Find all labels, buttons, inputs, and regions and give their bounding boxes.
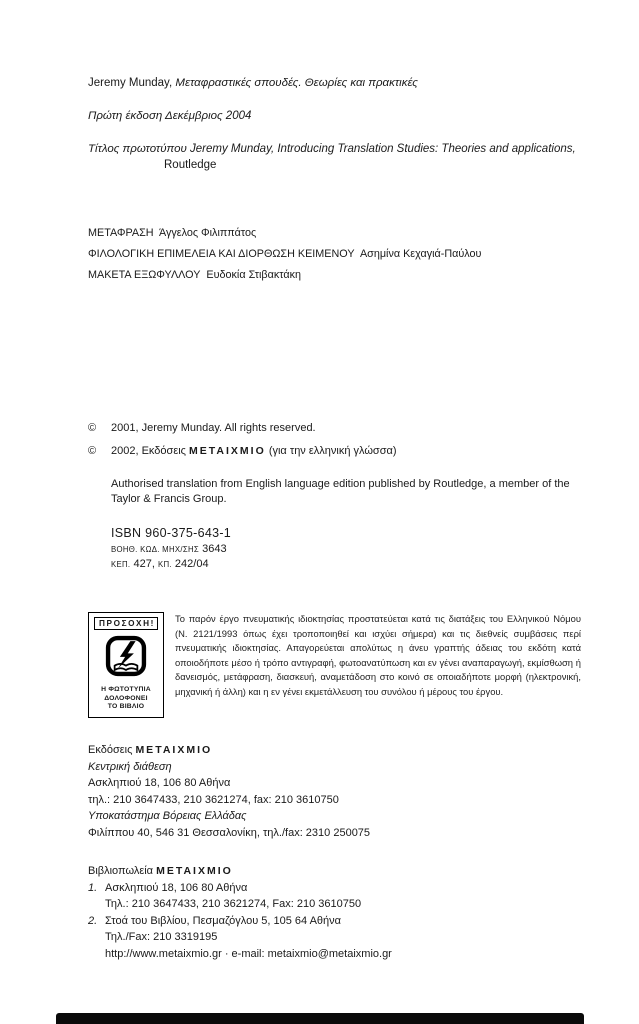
bookstore-phone-line: Τηλ./Fax: 210 3319195 [105,931,218,943]
credit-role: ΦΙΛΟΛΟΓΙΚΗ ΕΠΙΜΕΛΕΙΑ ΚΑΙ ΔΙΟΡΘΩΣΗ ΚΕΙΜΕΝΟΥ [88,248,355,260]
credit-name: Ευδοκία Στιβακτάκη [206,269,301,281]
authorised-translation-note: Authorised translation from English language edition published by Routledge, a member of the Taylor & Francis Group. [111,478,570,505]
aux-code-label: ΒΟΗΘ. ΚΩΔ. ΜΗΧ/ΣΗΣ [111,545,200,554]
isbn-line: ISBN 960-375-643-1 [111,526,232,540]
copyright-text: 2002, Εκδόσεις ΜΕΤΑΙΧΜΙΟ (για την ελληνική γλώσσα) [111,445,397,457]
copyright-symbol: © [88,422,97,434]
central-distribution-label: Κεντρική διάθεση [88,760,172,773]
attention-label: ΠΡΟΣΟΧΗ! [94,617,158,630]
credit-role: ΜΑΚΕΤΑ ΕΞΩΦΥΛΛΟΥ [88,269,201,281]
warning-caption: Η ΦΩΤΟΤΥΠΙΑ ΔΟΛΟΦΟΝΕΙ ΤΟ ΒΙΒΛΙΟ [101,686,151,710]
branch-address-line: Φιλίππου 40, 546 31 Θεσσαλονίκη, τηλ./fax: 2310 250075 [88,826,371,839]
branch-label: Υποκατάστημα Βόρειας Ελλάδας [88,810,247,822]
bookstore-item [88,913,581,930]
copyright-line-publisher [88,443,581,459]
publisher-block [88,742,581,841]
book-greek-title: Μεταφραστικές σπουδές. Θεωρίες και πρακτικές [175,77,418,89]
photocopy-kills-books-icon [105,635,147,682]
website-email-line: http://www.metaixmio.gr · e-mail: metaixmio@metaixmio.gr [105,947,392,960]
kp-label: ΚΠ. [157,560,172,569]
kep-value: 427, [133,558,155,570]
bookstores-heading: Βιβλιοπωλεία ΜΕΤΑΙΧΜΙΟ [88,865,233,877]
warning-box [88,612,164,718]
original-publisher: Routledge [164,159,217,171]
original-title-label: Τίτλος πρωτοτύπου [88,143,191,155]
warning-section [88,612,581,718]
central-phone-line: τηλ.: 210 3647433, 210 3621274, fax: 210 3610750 [88,793,339,806]
credit-role: ΜΕΤΑΦΡΑΣΗ [88,227,154,239]
legal-notice: Το παρόν έργο πνευματικής ιδιοκτησίας προστατεύεται κατά τις διατάξεις του Ελληνικού Νόμου (Ν. 2121/1993 όπως έχει τροποποιηθεί και ισχύει σήμερα) και τις διεθνείς συμβάσεις περί πνευματικής ιδιοκτησίας. Απαγορεύεται απολύτως η άνευ γραπτής άδειας του εκδότη κατά οποιοδήποτε μέσο ή τρόπο αντιγραφή, φωτοανατύπωση και εν γένει αναπαραγωγή, εκμίσθωση ή δανεισμός, μετάφραση, διασκευή, αναμετάδοση στο κοινό σε οποιαδήποτε μορφή (ηλεκτρονική, μηχανική ή άλλη) και η εν γένει εκμετάλλευση του συνόλου ή μέρους του έργου. [175,613,581,697]
aux-code-value: 3643 [202,543,227,555]
book-title-line [88,76,581,91]
kep-code-line [111,557,581,572]
credit-name: Ασημίνα Κεχαγιά-Παύλου [359,248,482,260]
publisher-brand: ΜΕΤΑΙΧΜΙΟ [189,445,266,457]
book-author: Jeremy Munday, [88,77,176,89]
bookstore-item [88,880,581,897]
publisher-brand: ΜΕΤΑΙΧΜΙΟ [135,744,213,756]
central-address-line: Ασκληπιού 18, 106 80 Αθήνα [88,777,231,789]
original-title-line [88,142,581,157]
edition-line: Πρώτη έκδοση Δεκέμβριος 2004 [88,110,252,122]
aux-code-line [111,542,581,557]
bookstores-block [88,863,581,962]
bookstore-phone-line: Τηλ.: 210 3647433, 210 3621274, Fax: 210 3610750 [105,898,362,910]
bookstore-number: 2. [88,914,98,927]
copyright-symbol: © [88,445,97,457]
credits-block [88,223,581,286]
credit-row-editing [88,244,581,265]
original-title-text: Jeremy Munday, Introducing Translation Studies: Theories and applications, [190,143,576,155]
kep-label: ΚΕΠ. [111,560,131,569]
credit-name: Άγγελος Φιλιππάτος [158,227,257,239]
bookstore-address: Στοά του Βιβλίου, Πεσμαζόγλου 5, 105 64 Αθήνα [105,914,342,927]
bookstore-address: Ασκληπιού 18, 106 80 Αθήνα [105,881,248,894]
original-title-block [88,142,581,173]
copyright-text: 2001, Jeremy Munday. All rights reserved. [111,422,316,434]
bookstore-number: 1. [88,881,98,894]
publisher-heading: Εκδόσεις ΜΕΤΑΙΧΜΙΟ [88,744,213,756]
isbn-block [111,525,581,572]
publisher-brand: ΜΕΤΑΙΧΜΙΟ [156,865,233,877]
scan-edge-bar [56,1013,584,1024]
credit-row-translation [88,223,581,244]
kp-value: 242/04 [174,558,209,570]
copyright-block [88,420,581,507]
credit-row-cover [88,265,581,286]
copyright-line-author [88,420,581,436]
